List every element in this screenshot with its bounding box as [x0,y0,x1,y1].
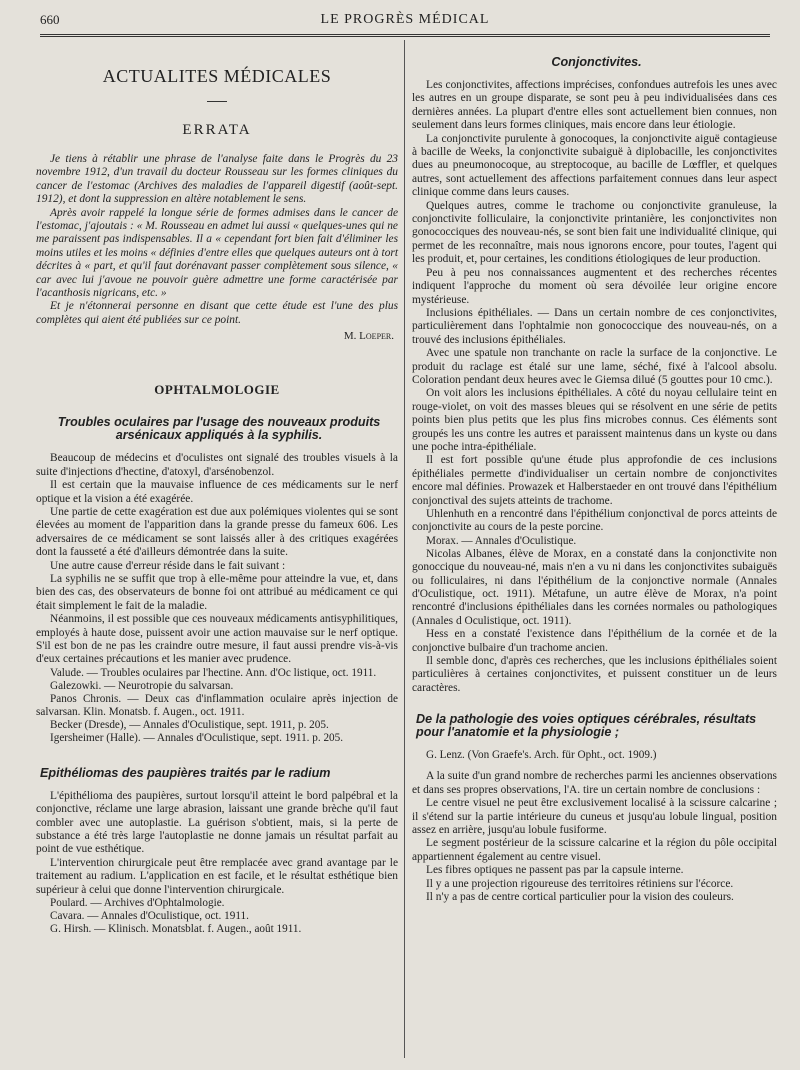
article-paragraph: Nicolas Albanes, élève de Morax, en a constaté dans la conjonctivite non gonoccique du nouveau-né, mais n'en a vu ni dans les conjonctivites subaiguës ou folliculaires, ni dans l'épithélium de la conjonctive normale (Annales d'Oculistique, oct. 1911). Métafune, un autre élève de Morax, n'a point rencontré d'inclusions épithéliales dans les cornées normales ou pathologiques (Annales d Oculistique, oct. 1911). [412,547,777,627]
reference: Poulard. — Archives d'Ophtalmologie. [50,897,225,910]
article-paragraph: Beaucoup de médecins et d'oculistes ont signalé des troubles visuels à la suite d'injections d'hectine, d'atoxyl, d'arsénobenzol. [36,452,398,478]
errata-signature: M. Loeper. [343,330,394,343]
article-paragraph: Il semble donc, d'après ces recherches, que les inclusions épithéliales soient particulières à certaines conjonctivites, et puissent constituer un de leurs caractères. [412,655,777,694]
article-paragraph: Il y a une projection rigoureuse des territoires rétiniens sur l'écorce. [426,877,734,890]
article-paragraph: La conjonctivite purulente à gonocoques, la conjonctivite aiguë contagieuse à bacille de Weeks, la conjonctivite subaiguë à diplobacille, les conjonctivites dues au pneumonocoque, au streptocoque, au bacille de Lœffler, et quelques autres, sont actuellement des affections parfaitement connues dans leur aspect clinique comme dans leurs causes. [412,132,777,199]
right-column [412,40,777,1064]
column-rule [404,40,405,1058]
article-title: Conjonctivites. [551,55,642,69]
article-paragraph: Quelques autres, comme le trachome ou conjonctivite granuleuse, la conjonctivite folliculaire, la conjonctivite printanière, les conjonctivites non gonococciques des nouveau-nés, se sont bien fait une individualité clinique, qui permet de les reconnaître, mais nous ignorons encore, pour toutes, l'agent qui les produit, et, pour certaines, les conditions étiologiques de leur production. [412,199,777,266]
divider [207,101,227,102]
left-column [36,40,398,1064]
article-paragraph: Uhlenhuth en a rencontré dans l'épithélium conjonctival de porcs atteints de conjonctivite au cours de la peste porcine. [412,508,777,534]
article-title: De la pathologie des voies optiques cérébrales, résultats pour l'anatomie et la physiologie ; [416,712,757,740]
article-paragraph: Une autre cause d'erreur réside dans le fait suivant : [50,559,286,572]
article-paragraph: Le centre visuel ne peut être exclusivement localisé à la scissure calcarine ; il s'étend sur la partie intérieure du cuneus et jusqu'au lobule lingual, position assez en arrière, jusqu'au lobule fusiforme. [412,797,777,836]
article-paragraph: La syphilis ne se suffit que trop à elle-même pour atteindre la vue, et, dans bien des cas, des observateurs de bonne foi ont attribué au médicament ce qui était simplement le fait de la maladie. [36,572,398,612]
page-number: 660 [40,12,60,27]
reference: G. Hirsh. — Klinisch. Monatsblat. f. Augen., août 1911. [50,923,302,936]
article-paragraph: Les fibres optiques ne passent pas par la capsule interne. [426,864,684,877]
errata-paragraph: Après avoir rappelé la longue série de formes admises dans le cancer de l'estomac, j'ajoutais : « M. Rousseau en admet lui aussi « quelques-unes qui ne me paraissent pas indispensables. Il a « cependant fort bien fait d'éliminer les moins utiles et les moins « définies d'entre elles que quelques auteurs ont à tort décrites à « part, et qu'il faut dorénavant passer complètement sous silence, « car avec lui j'avoue ne pouvoir guère admettre une forme caractérisée par l'acanthosis nigricans, etc. » [36,206,398,300]
reference: Igersheimer (Halle). — Annales d'Oculistique, sept. 1911. p. 205. [50,731,344,744]
reference: Valude. — Troubles oculaires par l'hectine. Ann. d'Oc listique, oct. 1911. [50,666,377,679]
errata-paragraph: Et je n'étonnerai personne en disant que cette étude est l'une des plus complètes qui aient été publiées sur ce point. [36,300,398,326]
reference: Galezowki. — Neurotropie du salvarsan. [50,679,234,692]
article-paragraph: Il n'y a pas de centre cortical particulier pour la vision des couleurs. [426,890,734,903]
spacer [412,762,777,770]
running-header [40,10,770,37]
ophtalmo-heading: OPHTALMOLOGIE [154,382,280,398]
article-paragraph: Les conjonctivites, affections imprécises, confondues autrefois les unes avec les autres en un groupe disparate, se sont peu à peu individualisées dans ces dernières années. La plupart d'entre elles sont actuellement bien connues, non seulement dans leurs formes cliniques, mais encore dans leur étiologie. [412,79,777,132]
reference: Panos Chronis. — Deux cas d'inflammation oculaire après injection de salvarsan. Klin. Monatsb. f. Augen., oct. 1911. [36,692,398,718]
reference: G. Lenz. (Von Graefe's. Arch. für Opht., oct. 1909.) [426,749,657,762]
reference: Morax. — Annales d'Oculistique. [426,534,577,547]
article-paragraph: Il est certain que la mauvaise influence de ces médicaments sur le nerf optique et la vision a été exagérée. [36,479,398,505]
article-paragraph: Néanmoins, il est possible que ces nouveaux médicaments antisyphilitiques, employés à haute dose, puissent avoir une action mauvaise sur le nerf optique. S'il est bon de ne pas les craindre outre mesure, il faut aussi prendre vis-à-vis d'eux certaines précautions et les manier avec prudence. [36,613,398,666]
reference: Cavara. — Annales d'Oculistique, oct. 1911. [50,910,249,923]
journal-title: LE PROGRÈS MÉDICAL [320,12,490,27]
article-paragraph: L'épithélioma des paupières, surtout lorsqu'il atteint le bord palpébral et la conjonctive, réclame une large abrasion, laissant une grande brèche qu'il faut combler avec une autoplastie. La guérison s'obtient, mais, si la perte de substance a été très large l'autoplastie ne donne jamais un résultat parfait au point de vue esthétique. [36,789,398,856]
errata-paragraph: Je tiens à rétablir une phrase de l'analyse faite dans le Progrès du 23 novembre 1912, d'un travail du docteur Rousseau sur les formes cliniques du cancer de l'estomac (Archives des maladies de l'appareil digestif (août-sept. 1912), et dont la suppression en altère notablement le sens. [36,153,398,206]
section-heading: ACTUALITES MÉDICALES [102,66,332,86]
errata-heading: ERRATA [182,122,252,138]
article-paragraph: Une partie de cette exagération est due aux polémiques violentes qui se sont élevées au moment de l'apparition dans la grande presse du fameux 606. Les adversaires de ce médicament se sont laissés aller à des critiques exagérées dont la fausseté a été d'ailleurs démontrée dans la suite. [36,505,398,559]
article-paragraph: On voit alors les inclusions épithéliales. A côté du noyau cellulaire teint en rouge-violet, on voit des masses bleues qui se résolvent en une série de petits points bien plus petits que les plus fins microbes connus. Ces éléments sont groupés les uns contre les autres et paraissent maintenus dans un kyste ou dans une poche intra-épithéliale. [412,387,777,453]
article-paragraph: Inclusions épithéliales. — Dans un certain nombre de ces conjonctivites, particulièrement dans l'ophtalmie non gonococcique des nouveau-nés, on a trouvé des inclusions épithéliales. [412,306,777,346]
article-paragraph: L'intervention chirurgicale peut être remplacée avec grand avantage par le traitement au radium. L'application en est facile, et le résultat esthétique bien supérieur à celui que donne l'intervention chirurgicale. [36,856,398,896]
article-paragraph: Il est fort possible qu'une étude plus approfondie de ces inclusions épithéliales permette d'individualiser un certain nombre de conjonctivites encore mal définies. Prowazek et Halberstaeder en ont trouvé dans l'épithélium conjonctival des sujets atteints de trachome. [412,454,777,507]
article-paragraph: Peu à peu nos connaissances augmentent et des recherches récentes indiquent l'approche du moment où sera dévoilée leur origine encore mystérieuse. [412,266,777,306]
article-paragraph: Avec une spatule non tranchante on racle la surface de la conjonctive. Le produit du raclage est étalé sur une lame, séché, fixé à l'alcool absolu. Coloration pendant deux heures avec le Giemsa dilué (5 gouttes pour 10 cmc.). [412,347,777,386]
article-paragraph: Le segment postérieur de la scissure calcarine et la région du pôle occipital appartiennent également au centre visuel. [412,837,777,863]
article-title: Troubles oculaires par l'usage des nouveaux produits arsénicaux appliqués à la syphilis. [57,415,381,443]
article-title: Epithéliomas des paupières traités par le radium [40,765,331,780]
article-paragraph: Hess en a constaté l'existence dans l'épithélium de la cornée et de la conjonctive bulbaire d'un trachome ancien. [412,628,777,654]
reference: Becker (Dresde), — Annales d'Oculistique, sept. 1911, p. 205. [50,718,329,731]
article-paragraph: A la suite d'un grand nombre de recherches parmi les anciennes observations et dans ses propres observations, l'A. tire un certain nombre de conclusions : [412,770,777,796]
